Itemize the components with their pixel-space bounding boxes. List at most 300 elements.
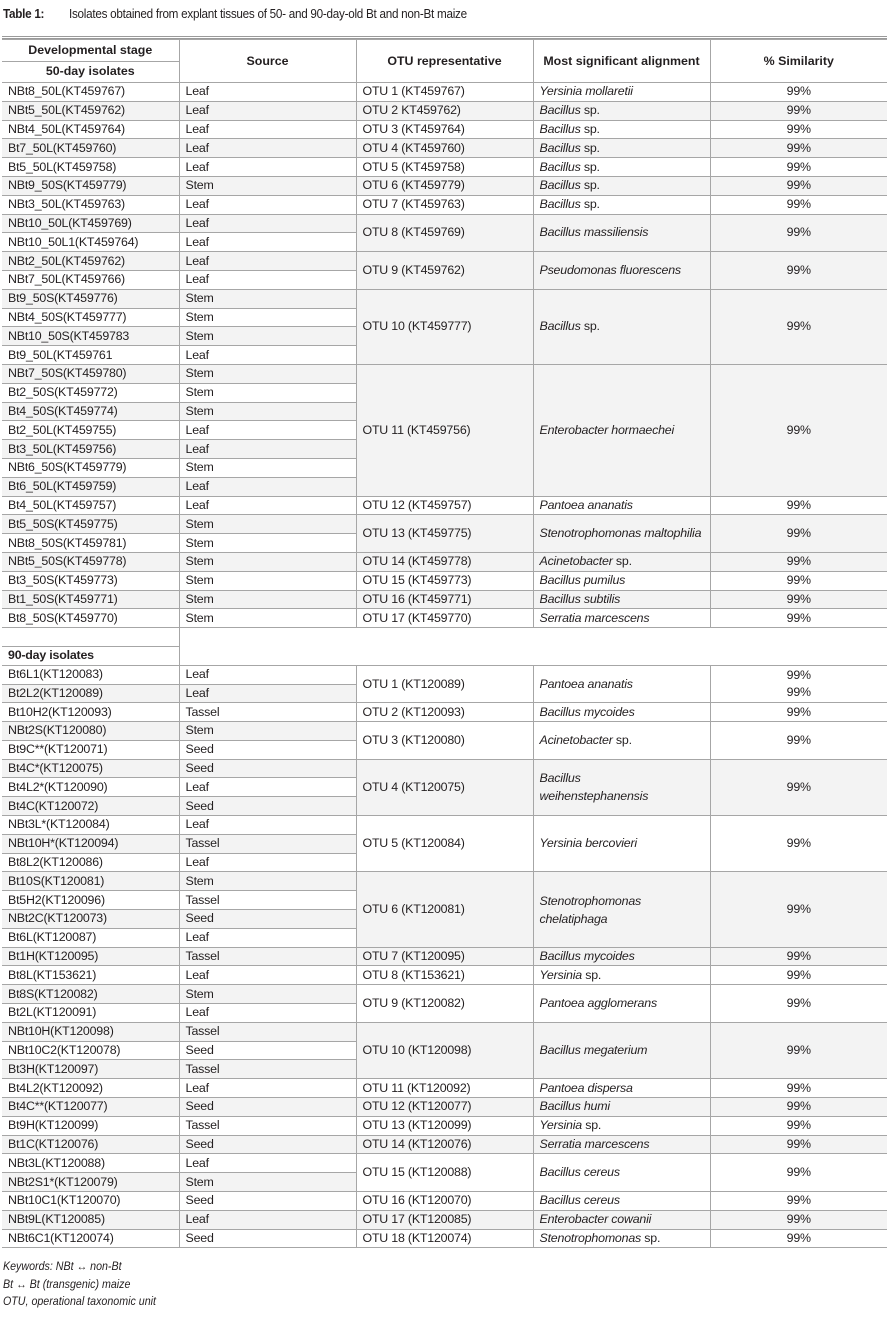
- similarity-value: 99%: [786, 591, 811, 606]
- table-row: [2, 101, 887, 120]
- table-row: [2, 515, 887, 534]
- similarity-value: 99%: [786, 197, 811, 212]
- species-name: Bacillus: [539, 121, 581, 136]
- similarity-value: 99%: [786, 779, 811, 794]
- species-suffix: sp.: [581, 1118, 602, 1133]
- otu-representative-cell: OTU 1 (KT120089): [356, 665, 533, 703]
- isolate-id-cell: Bt4L2*(KT120090): [2, 778, 179, 797]
- species-name: Yersinia: [539, 967, 582, 982]
- source-cell: Leaf: [179, 214, 356, 233]
- table-row: [2, 83, 887, 102]
- otu-representative-cell: OTU 12 (KT120077): [356, 1098, 533, 1117]
- alignment-cell: [533, 195, 710, 214]
- isolate-id-cell: NBt10_50L(KT459769): [2, 214, 179, 233]
- similarity-value: 99%: [786, 497, 811, 512]
- alignment-cell: [533, 947, 710, 966]
- isolate-id-cell: Bt5_50L(KT459758): [2, 158, 179, 177]
- source-cell: Stem: [179, 327, 356, 346]
- otu-representative-cell: OTU 10 (KT459777): [356, 289, 533, 364]
- otu-representative-cell: OTU 13 (KT120099): [356, 1116, 533, 1135]
- table-row: [2, 985, 887, 1004]
- otu-representative-cell: OTU 15 (KT459773): [356, 571, 533, 590]
- source-cell: Leaf: [179, 853, 356, 872]
- table-row: [2, 703, 887, 722]
- species-suffix: sp.: [580, 178, 600, 193]
- species-name: Stenotrophomonas chelatiphaga: [539, 893, 642, 926]
- alignment-cell: [533, 552, 710, 571]
- source-cell: Leaf: [179, 1004, 356, 1023]
- similarity-value: 99%: [786, 704, 811, 719]
- source-cell: Stem: [179, 571, 356, 590]
- alignment-cell: [533, 665, 710, 703]
- isolate-id-cell: Bt4C*(KT120075): [2, 759, 179, 778]
- species-name: Bacillus cereus: [539, 1165, 620, 1180]
- header-source: Source: [179, 40, 356, 83]
- source-cell: Stem: [179, 402, 356, 421]
- similarity-value: 99%: [786, 1099, 811, 1114]
- similarity-cell: [710, 364, 887, 496]
- alignment-cell: [533, 1022, 710, 1078]
- similarity-cell: [710, 571, 887, 590]
- alignment-cell: [533, 83, 710, 102]
- species-name: Bacillus: [539, 159, 581, 174]
- table-footnotes: [3, 1258, 156, 1311]
- similarity-value: 99%: [786, 84, 811, 99]
- isolate-id-cell: NBt7_50L(KT459766): [2, 270, 179, 289]
- similarity-value: 99%: [786, 1193, 811, 1208]
- alignment-cell: [533, 759, 710, 815]
- source-cell: Seed: [179, 740, 356, 759]
- similarity-cell: [710, 1154, 887, 1192]
- isolate-id-cell: NBt3_50L(KT459763): [2, 195, 179, 214]
- similarity-value: 99%: [786, 140, 811, 155]
- table-row: [2, 1022, 887, 1041]
- otu-representative-cell: OTU 17 (KT459770): [356, 609, 533, 628]
- otu-representative-cell: OTU 1 (KT459767): [356, 83, 533, 102]
- similarity-cell: [710, 83, 887, 102]
- similarity-cell: [710, 966, 887, 985]
- otu-representative-cell: OTU 16 (KT120070): [356, 1192, 533, 1211]
- source-cell: Leaf: [179, 120, 356, 139]
- otu-representative-cell: OTU 9 (KT459762): [356, 252, 533, 290]
- source-cell: Leaf: [179, 83, 356, 102]
- otu-representative-cell: OTU 9 (KT120082): [356, 985, 533, 1023]
- section-separator: [2, 628, 887, 666]
- alignment-cell: [533, 1210, 710, 1229]
- alignment-cell: [533, 703, 710, 722]
- isolate-id-cell: NBt4_50S(KT459777): [2, 308, 179, 327]
- species-suffix: sp.: [580, 197, 600, 212]
- similarity-cell: [710, 139, 887, 158]
- similarity-cell: [710, 590, 887, 609]
- isolate-id-cell: NBt10C2(KT120078): [2, 1041, 179, 1060]
- table-row: [2, 966, 887, 985]
- similarity-cell: [710, 195, 887, 214]
- isolate-id-cell: NBt3L(KT120088): [2, 1154, 179, 1173]
- similarity-cell: [710, 1135, 887, 1154]
- table-row: [2, 176, 887, 195]
- alignment-cell: [533, 214, 710, 252]
- similarity-value: 99%: [786, 1137, 811, 1152]
- source-cell: Leaf: [179, 928, 356, 947]
- similarity-value: 99%: [786, 996, 811, 1011]
- source-cell: Leaf: [179, 346, 356, 365]
- otu-representative-cell: OTU 5 (KT459758): [356, 158, 533, 177]
- source-cell: Leaf: [179, 421, 356, 440]
- alignment-cell: [533, 364, 710, 496]
- similarity-cell: [710, 609, 887, 628]
- species-name: Enterobacter hormaechei: [539, 422, 675, 437]
- species-suffix: sp.: [612, 732, 632, 747]
- isolate-id-cell: NBt8_50S(KT459781): [2, 534, 179, 553]
- isolate-id-cell: NBt6_50S(KT459779): [2, 458, 179, 477]
- similarity-value: 99%: [786, 1165, 811, 1180]
- table-number: Table 1:: [3, 6, 45, 21]
- species-suffix: sp.: [580, 103, 600, 118]
- source-cell: Stem: [179, 552, 356, 571]
- similarity-value: 99%: [786, 732, 811, 747]
- species-name: Bacillus humi: [539, 1099, 610, 1114]
- otu-representative-cell: OTU 13 (KT459775): [356, 515, 533, 553]
- otu-representative-cell: OTU 7 (KT120095): [356, 947, 533, 966]
- source-cell: Leaf: [179, 101, 356, 120]
- header-developmental-stage: Developmental stage: [2, 40, 179, 62]
- species-name: Serratia marcescens: [539, 610, 650, 625]
- isolate-id-cell: Bt6_50L(KT459759): [2, 477, 179, 496]
- table-row: [2, 722, 887, 741]
- source-cell: Leaf: [179, 966, 356, 985]
- similarity-cell: [710, 120, 887, 139]
- similarity-cell: [710, 759, 887, 815]
- species-suffix: sp.: [612, 554, 632, 569]
- alignment-cell: [533, 515, 710, 553]
- source-cell: Leaf: [179, 1154, 356, 1173]
- similarity-value: 99%: [786, 121, 811, 136]
- isolate-id-cell: NBt7_50S(KT459780): [2, 364, 179, 383]
- species-name: Yersinia bercovieri: [539, 836, 637, 851]
- similarity-value: 99%: [786, 610, 811, 625]
- source-cell: Seed: [179, 1041, 356, 1060]
- otu-representative-cell: OTU 14 (KT459778): [356, 552, 533, 571]
- source-cell: Leaf: [179, 233, 356, 252]
- source-cell: Stem: [179, 515, 356, 534]
- similarity-value: 99%: [786, 1212, 811, 1227]
- similarity-value: 99%: [786, 554, 811, 569]
- isolate-id-cell: Bt4_50S(KT459774): [2, 402, 179, 421]
- species-name: Bacillus massiliensis: [539, 225, 649, 240]
- species-name: Bacillus pumilus: [539, 573, 626, 588]
- source-cell: Stem: [179, 590, 356, 609]
- source-cell: Stem: [179, 722, 356, 741]
- otu-representative-cell: OTU 3 (KT120080): [356, 722, 533, 760]
- table-row: [2, 665, 887, 684]
- source-cell: Seed: [179, 910, 356, 929]
- isolate-id-cell: Bt6L(KT120087): [2, 928, 179, 947]
- otu-representative-cell: OTU 4 (KT120075): [356, 759, 533, 815]
- spacer-row: [2, 628, 887, 647]
- otu-representative-cell: OTU 14 (KT120076): [356, 1135, 533, 1154]
- alignment-cell: [533, 571, 710, 590]
- similarity-value: 99%: [786, 902, 811, 917]
- table-row: [2, 1154, 887, 1173]
- similarity-value: 99%: [786, 103, 811, 118]
- section-90-day-body: [2, 665, 887, 1248]
- alignment-cell: [533, 120, 710, 139]
- alignment-cell: [533, 158, 710, 177]
- isolate-id-cell: Bt10S(KT120081): [2, 872, 179, 891]
- isolate-id-cell: Bt9_50L(KT459761: [2, 346, 179, 365]
- isolate-id-cell: Bt9H(KT120099): [2, 1116, 179, 1135]
- species-name: Bacillus cereus: [539, 1193, 620, 1208]
- species-name: Bacillus: [539, 197, 581, 212]
- isolate-id-cell: Bt8_50S(KT459770): [2, 609, 179, 628]
- source-cell: Leaf: [179, 195, 356, 214]
- otu-representative-cell: OTU 10 (KT120098): [356, 1022, 533, 1078]
- section-label-50-day: 50-day isolates: [2, 61, 179, 83]
- similarity-cell: [710, 158, 887, 177]
- species-name: Yersinia: [539, 1118, 582, 1133]
- species-name: Bacillus subtilis: [539, 591, 621, 606]
- species-name: Serratia marcescens: [539, 1137, 650, 1152]
- source-cell: Tassel: [179, 1022, 356, 1041]
- alignment-cell: [533, 1079, 710, 1098]
- similarity-value: 99%: [786, 225, 811, 240]
- similarity-cell: [710, 252, 887, 290]
- otu-representative-cell: OTU 12 (KT459757): [356, 496, 533, 515]
- isolate-id-cell: Bt1C(KT120076): [2, 1135, 179, 1154]
- similarity-value: 99%: [786, 573, 811, 588]
- similarity-cell: [710, 496, 887, 515]
- source-cell: Leaf: [179, 139, 356, 158]
- similarity-value: 99%: [786, 1080, 811, 1095]
- species-name: Yersinia mollaretii: [539, 84, 633, 99]
- source-cell: Leaf: [179, 1210, 356, 1229]
- isolate-id-cell: Bt1H(KT120095): [2, 947, 179, 966]
- alignment-cell: [533, 1098, 710, 1117]
- source-cell: Stem: [179, 609, 356, 628]
- isolate-id-cell: Bt2_50L(KT459755): [2, 421, 179, 440]
- table-row: [2, 120, 887, 139]
- isolate-id-cell: Bt3_50S(KT459773): [2, 571, 179, 590]
- alignment-cell: [533, 1154, 710, 1192]
- source-cell: Stem: [179, 289, 356, 308]
- source-cell: Stem: [179, 534, 356, 553]
- table-row: [2, 1079, 887, 1098]
- isolates-table: [2, 39, 887, 1248]
- species-name: Acinetobacter: [539, 732, 613, 747]
- otu-representative-cell: OTU 2 KT459762): [356, 101, 533, 120]
- isolate-id-cell: Bt4C**(KT120077): [2, 1098, 179, 1117]
- isolate-id-cell: NBt3L*(KT120084): [2, 816, 179, 835]
- similarity-value: 99%: [786, 1231, 811, 1245]
- source-cell: Stem: [179, 383, 356, 402]
- source-cell: Leaf: [179, 440, 356, 459]
- similarity-value: 99%: [786, 178, 811, 193]
- species-name: Bacillus weihenstephanensis: [539, 771, 649, 804]
- similarity-value: 99%: [786, 262, 811, 277]
- similarity-cell: [710, 1079, 887, 1098]
- similarity-cell: [710, 722, 887, 760]
- table-row: [2, 552, 887, 571]
- isolate-id-cell: Bt6L1(KT120083): [2, 665, 179, 684]
- alignment-cell: [533, 496, 710, 515]
- alignment-cell: [533, 722, 710, 760]
- species-suffix: sp.: [581, 967, 602, 982]
- similarity-value: 99%: [786, 836, 811, 851]
- table-row: [2, 590, 887, 609]
- alignment-cell: [533, 966, 710, 985]
- table-row: [2, 759, 887, 778]
- isolate-id-cell: NBt10C1(KT120070): [2, 1192, 179, 1211]
- species-name: Bacillus: [539, 103, 581, 118]
- source-cell: Stem: [179, 1173, 356, 1192]
- otu-representative-cell: OTU 8 (KT459769): [356, 214, 533, 252]
- table-row: [2, 1135, 887, 1154]
- species-name: Stenotrophomonas maltophilia: [539, 526, 702, 541]
- isolate-id-cell: Bt3_50L(KT459756): [2, 440, 179, 459]
- isolate-id-cell: Bt4_50L(KT459757): [2, 496, 179, 515]
- alignment-cell: [533, 176, 710, 195]
- similarity-value: 99%: [786, 1043, 811, 1058]
- table-row: [2, 139, 887, 158]
- similarity-cell: [710, 1116, 887, 1135]
- isolate-id-cell: Bt10H2(KT120093): [2, 703, 179, 722]
- isolate-id-cell: Bt9C**(KT120071): [2, 740, 179, 759]
- isolate-id-cell: Bt8L2(KT120086): [2, 853, 179, 872]
- similarity-cell: [710, 665, 887, 703]
- species-name: Bacillus megaterium: [539, 1043, 648, 1058]
- header-otu-representative: OTU representative: [356, 40, 533, 83]
- source-cell: Tassel: [179, 1060, 356, 1079]
- section-50-day-body: [2, 83, 887, 628]
- source-cell: Leaf: [179, 496, 356, 515]
- similarity-cell: [710, 101, 887, 120]
- table-row: [2, 214, 887, 233]
- similarity-cell: [710, 552, 887, 571]
- isolate-id-cell: NBt9_50S(KT459779): [2, 176, 179, 195]
- footnote-otu-definition: OTU, operational taxonomic unit: [3, 1295, 156, 1308]
- species-name: Pantoea ananatis: [539, 497, 633, 512]
- similarity-value: 99%: [786, 159, 811, 174]
- alignment-cell: [533, 1229, 710, 1248]
- similarity-cell: [710, 1192, 887, 1211]
- source-cell: Stem: [179, 872, 356, 891]
- source-cell: Tassel: [179, 703, 356, 722]
- species-name: Bacillus: [539, 140, 581, 155]
- alignment-cell: [533, 1192, 710, 1211]
- source-cell: Stem: [179, 458, 356, 477]
- table-row: [2, 872, 887, 891]
- similarity-value: 99%: [786, 1118, 811, 1133]
- species-name: Acinetobacter: [539, 554, 613, 569]
- isolate-id-cell: NBt10_50L1(KT459764): [2, 233, 179, 252]
- source-cell: Stem: [179, 985, 356, 1004]
- table-row: [2, 289, 887, 308]
- species-name: Pantoea dispersa: [539, 1080, 633, 1095]
- isolate-id-cell: NBt2S1*(KT120079): [2, 1173, 179, 1192]
- species-suffix: sp.: [580, 140, 600, 155]
- header-similarity: % Similarity: [710, 40, 887, 83]
- isolate-id-cell: NBt6C1(KT120074): [2, 1229, 179, 1248]
- species-name: Pantoea ananatis: [539, 676, 633, 691]
- source-cell: Seed: [179, 1098, 356, 1117]
- similarity-cell: [710, 515, 887, 553]
- isolate-id-cell: Bt2L2(KT120089): [2, 684, 179, 703]
- source-cell: Leaf: [179, 816, 356, 835]
- otu-representative-cell: OTU 17 (KT120085): [356, 1210, 533, 1229]
- alignment-cell: [533, 139, 710, 158]
- table-row: [2, 1210, 887, 1229]
- table-row: [2, 1116, 887, 1135]
- source-cell: Leaf: [179, 684, 356, 703]
- isolate-id-cell: Bt8L(KT153621): [2, 966, 179, 985]
- isolate-id-cell: Bt5_50S(KT459775): [2, 515, 179, 534]
- isolate-id-cell: NBt9L(KT120085): [2, 1210, 179, 1229]
- source-cell: Leaf: [179, 158, 356, 177]
- isolates-table-container: [2, 36, 887, 1248]
- isolate-id-cell: Bt4C(KT120072): [2, 797, 179, 816]
- alignment-cell: [533, 252, 710, 290]
- isolate-id-cell: Bt4L2(KT120092): [2, 1079, 179, 1098]
- similarity-cell: [710, 872, 887, 947]
- similarity-value: 99%: [786, 668, 811, 682]
- isolate-id-cell: Bt7_50L(KT459760): [2, 139, 179, 158]
- species-name: Bacillus mycoides: [539, 949, 635, 964]
- similarity-value: 99%: [786, 685, 811, 699]
- source-cell: Leaf: [179, 270, 356, 289]
- similarity-cell: [710, 703, 887, 722]
- otu-representative-cell: OTU 15 (KT120088): [356, 1154, 533, 1192]
- alignment-cell: [533, 590, 710, 609]
- species-name: Enterobacter cowanii: [539, 1212, 652, 1227]
- alignment-cell: [533, 816, 710, 872]
- header-most-significant-alignment: Most significant alignment: [533, 40, 710, 83]
- source-cell: Tassel: [179, 1116, 356, 1135]
- isolate-id-cell: NBt10H(KT120098): [2, 1022, 179, 1041]
- source-cell: Leaf: [179, 477, 356, 496]
- otu-representative-cell: OTU 6 (KT459779): [356, 176, 533, 195]
- source-cell: Leaf: [179, 778, 356, 797]
- source-cell: Leaf: [179, 252, 356, 271]
- source-cell: Leaf: [179, 665, 356, 684]
- table-row: [2, 571, 887, 590]
- similarity-value: 99%: [786, 422, 811, 437]
- isolate-id-cell: NBt2_50L(KT459762): [2, 252, 179, 271]
- table-row: [2, 816, 887, 835]
- table-row: [2, 947, 887, 966]
- otu-representative-cell: OTU 16 (KT459771): [356, 590, 533, 609]
- footnote-keyword-bt: Bt ↔ Bt (transgenic) maize: [3, 1277, 131, 1291]
- species-suffix: sp.: [641, 1231, 661, 1245]
- species-suffix: sp.: [580, 319, 600, 334]
- isolate-id-cell: Bt9_50S(KT459776): [2, 289, 179, 308]
- otu-representative-cell: OTU 5 (KT120084): [356, 816, 533, 872]
- species-name: Bacillus mycoides: [539, 704, 635, 719]
- similarity-cell: [710, 176, 887, 195]
- isolate-id-cell: NBt5_50L(KT459762): [2, 101, 179, 120]
- alignment-cell: [533, 101, 710, 120]
- spacer-cell: [2, 628, 179, 647]
- otu-representative-cell: OTU 2 (KT120093): [356, 703, 533, 722]
- species-name: Stenotrophomonas: [539, 1231, 642, 1245]
- otu-representative-cell: OTU 11 (KT120092): [356, 1079, 533, 1098]
- similarity-cell: [710, 1229, 887, 1248]
- isolate-id-cell: Bt1_50S(KT459771): [2, 590, 179, 609]
- otu-representative-cell: OTU 6 (KT120081): [356, 872, 533, 947]
- species-name: Pantoea agglomerans: [539, 996, 657, 1011]
- isolate-id-cell: Bt3H(KT120097): [2, 1060, 179, 1079]
- source-cell: Seed: [179, 1229, 356, 1248]
